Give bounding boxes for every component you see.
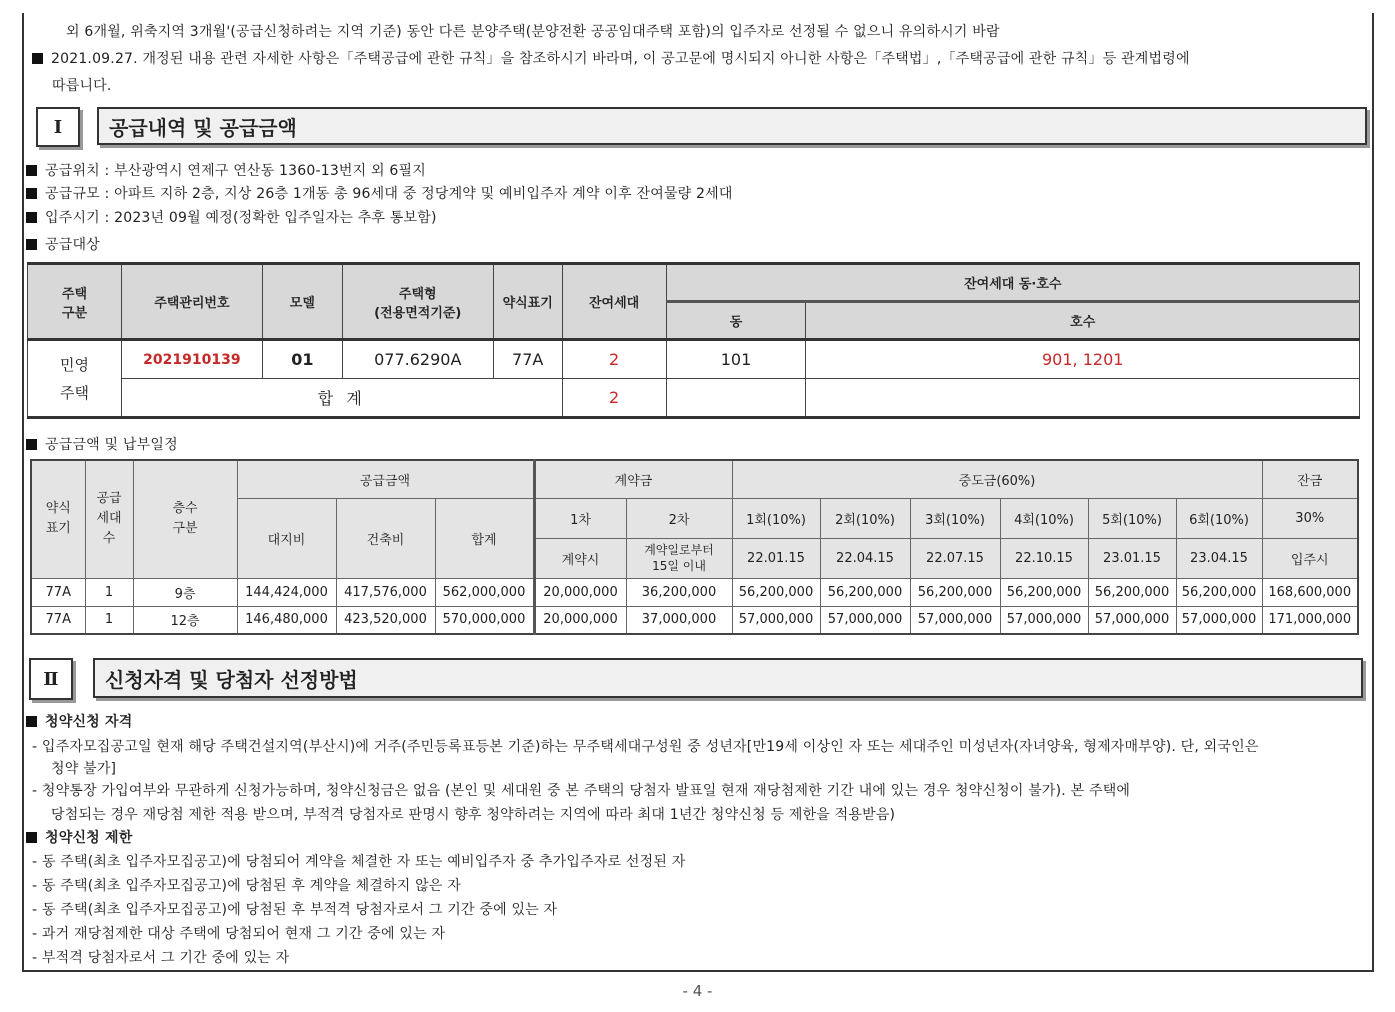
header-remaining: 잔여세대 <box>562 264 666 340</box>
cell: 570,000,000 <box>435 606 534 634</box>
cell: 77A <box>31 606 85 634</box>
remaining-units-table <box>27 262 1360 419</box>
cell: 9층 <box>133 578 237 606</box>
mid-date-6: 23.04.15 <box>1176 538 1262 578</box>
restriction-line-4: - 과거 재당첨제한 대상 주택에 당첨되어 현재 그 기간 중에 있는 자 <box>32 926 446 942</box>
restriction-title-text: 청약신청 제한 <box>45 830 133 846</box>
cell: 57,000,000 <box>732 606 820 634</box>
qualification-title <box>26 711 132 731</box>
header-deposit-2: 2차 <box>626 498 732 538</box>
header-model: 모델 <box>262 264 342 340</box>
header-building: 건축비 <box>336 498 435 578</box>
cell: 37,000,000 <box>626 606 732 634</box>
header-sum: 합계 <box>435 498 534 578</box>
header-mid-6: 6회(10%) <box>1176 498 1262 538</box>
cell: 36,200,000 <box>626 578 732 606</box>
cell: 1 <box>85 606 133 634</box>
mid-date-5: 23.01.15 <box>1088 538 1176 578</box>
header-abbreviation: 약식표기 <box>493 264 562 340</box>
mid-date-2: 22.04.15 <box>820 538 910 578</box>
header-deposit-1-when: 계약시 <box>534 538 626 578</box>
bullet-square-icon <box>26 239 37 250</box>
qualification-title-text: 청약신청 자격 <box>45 714 133 730</box>
management-number: 2021910139 <box>121 340 262 379</box>
header-mid-5: 5회(10%) <box>1088 498 1176 538</box>
cell: 77A <box>31 578 85 606</box>
move-in-period-text: 입주시기 : 2023년 09월 예정(정확한 입주일자는 추후 통보함) <box>45 210 437 226</box>
total-label: 합 계 <box>121 379 562 418</box>
header-mid-1: 1회(10%) <box>732 498 820 538</box>
bullet-square-icon <box>26 439 37 450</box>
move-in-period <box>26 207 437 227</box>
bullet-square-icon <box>26 832 37 843</box>
cell: 56,200,000 <box>1176 578 1262 606</box>
header-mid-4: 4회(10%) <box>1000 498 1088 538</box>
intro-line-3: 따릅니다. <box>52 78 112 94</box>
header-housing-type: 주택형 (전용면적기준) <box>342 264 493 340</box>
cell: 57,000,000 <box>1176 606 1262 634</box>
supply-location-text: 공급위치 : 부산광역시 연제구 연산동 1360-13번지 외 6필지 <box>45 163 426 179</box>
header-supply-price: 공급금액 <box>237 460 534 498</box>
header-balance: 잔금 <box>1262 460 1358 498</box>
cell: 56,200,000 <box>910 578 1000 606</box>
bullet-square-icon <box>26 212 37 223</box>
qualification-line-2: 청약 불가] <box>51 761 117 777</box>
supply-location <box>26 160 426 180</box>
cell: 562,000,000 <box>435 578 534 606</box>
cell: 423,520,000 <box>336 606 435 634</box>
qualification-line-4: 당첨되는 경우 재당첨 제한 적용 받으며, 부적격 당첨자로 판명시 향후 청약하려는 지역에 따라 최대 1년간 청약신청 등 제한을 적용받음) <box>51 807 896 823</box>
cell: 171,000,000 <box>1262 606 1358 634</box>
table-row <box>31 606 1358 634</box>
header-deposit-1: 1차 <box>534 498 626 538</box>
restriction-line-1: - 동 주택(최초 입주자모집공고)에 당첨되어 계약을 체결한 자 또는 예비입주자 중 추가입주자로 선정된 자 <box>32 854 686 870</box>
header-management-no: 주택관리번호 <box>121 264 262 340</box>
supply-target-text: 공급대상 <box>45 237 100 253</box>
header-mid-2: 2회(10%) <box>820 498 910 538</box>
remaining-value: 2 <box>562 340 666 379</box>
cell: 1 <box>85 578 133 606</box>
price-schedule-table <box>30 459 1359 635</box>
table-row <box>31 578 1358 606</box>
header-deposit: 계약금 <box>534 460 732 498</box>
section-2-title: 신청자격 및 당첨자 선정방법 <box>93 658 1363 698</box>
header-land: 대지비 <box>237 498 336 578</box>
header-middle-payment: 중도금(60%) <box>732 460 1262 498</box>
restriction-line-2: - 동 주택(최초 입주자모집공고)에 당첨된 후 계약을 체결하지 않은 자 <box>32 878 461 894</box>
bullet-square-icon <box>32 53 43 64</box>
cell: 20,000,000 <box>534 578 626 606</box>
restriction-title <box>26 827 132 847</box>
cell: 57,000,000 <box>1088 606 1176 634</box>
bullet-square-icon <box>26 165 37 176</box>
cell: 56,200,000 <box>1000 578 1088 606</box>
section-1-number: Ⅰ <box>36 107 80 147</box>
header-house-type: 주택 구분 <box>28 264 122 340</box>
header-remaining-units: 잔여세대 동·호수 <box>666 264 1359 302</box>
header-dong: 동 <box>666 302 806 340</box>
cell: 20,000,000 <box>534 606 626 634</box>
dong-value: 101 <box>666 340 806 379</box>
cell: 57,000,000 <box>1000 606 1088 634</box>
section-2-number: Ⅱ <box>29 658 73 700</box>
cell: 56,200,000 <box>732 578 820 606</box>
cell: 12층 <box>133 606 237 634</box>
total-remaining: 2 <box>562 379 666 418</box>
restriction-line-5: - 부적격 당첨자로서 그 기간 중에 있는 자 <box>32 950 290 966</box>
intro-line-2 <box>32 48 1190 68</box>
total-dong-empty <box>666 379 806 418</box>
price-schedule-title-text: 공급금액 및 납부일정 <box>45 437 178 453</box>
header-mid-3: 3회(10%) <box>910 498 1000 538</box>
intro-line-2-text: 2021.09.27. 개정된 내용 관련 자세한 사항은「주택공급에 관한 규칙」을 참조하시기 바라며, 이 공고문에 명시되지 아니한 사항은「주택법」,「주택공급에 관한 규칙」등 관계법령에 <box>51 51 1190 67</box>
supply-scale <box>26 183 733 203</box>
bullet-square-icon <box>26 716 37 727</box>
price-schedule-title <box>26 434 178 454</box>
cell: 168,600,000 <box>1262 578 1358 606</box>
supply-target <box>26 234 100 254</box>
section-1-title: 공급내역 및 공급금액 <box>97 107 1367 145</box>
housing-type-value: 077.6290A <box>342 340 493 379</box>
restriction-line-3: - 동 주택(최초 입주자모집공고)에 당첨된 후 부적격 당첨자로서 그 기간 중에 있는 자 <box>32 902 558 918</box>
qualification-line-1: - 입주자모집공고일 현재 해당 주택건설지역(부산시)에 거주(주민등록표등본 기준)하는 무주택세대구성원 중 성년자[만19세 이상인 자 또는 세대주인 미성년자(자녀양육, 형제자매부양). 단, 외국인은 <box>32 739 1259 755</box>
abbreviation-value: 77A <box>493 340 562 379</box>
header-deposit-2-when: 계약일로부터 15일 이내 <box>626 538 732 578</box>
cell: 56,200,000 <box>820 578 910 606</box>
ho-value: 901, 1201 <box>806 340 1360 379</box>
cell: 57,000,000 <box>820 606 910 634</box>
bullet-square-icon <box>26 188 37 199</box>
model-number: 01 <box>262 340 342 379</box>
header-balance-when: 입주시 <box>1262 538 1358 578</box>
row-house-type: 민영 주택 <box>28 340 122 418</box>
mid-date-4: 22.10.15 <box>1000 538 1088 578</box>
cell: 417,576,000 <box>336 578 435 606</box>
page-number: - 4 - <box>682 982 713 1000</box>
header-abbr: 약식 표기 <box>31 460 85 578</box>
header-floor: 층수 구분 <box>133 460 237 578</box>
cell: 146,480,000 <box>237 606 336 634</box>
total-ho-empty <box>806 379 1360 418</box>
header-ho: 호수 <box>806 302 1360 340</box>
qualification-line-3: - 청약통장 가입여부와 무관하게 신청가능하며, 청약신청금은 없음 (본인 및 세대원 중 본 주택의 당첨자 발표일 현재 재당첨제한 기간 내에 있는 경우 청약신청이 불가). 본 주택에 <box>32 783 1131 799</box>
header-balance-pct: 30% <box>1262 498 1358 538</box>
header-units: 공급 세대 수 <box>85 460 133 578</box>
cell: 57,000,000 <box>910 606 1000 634</box>
supply-scale-text: 공급규모 : 아파트 지하 2층, 지상 26층 1개동 총 96세대 중 정당계약 및 예비입주자 계약 이후 잔여물량 2세대 <box>45 186 733 202</box>
mid-date-1: 22.01.15 <box>732 538 820 578</box>
mid-date-3: 22.07.15 <box>910 538 1000 578</box>
cell: 144,424,000 <box>237 578 336 606</box>
intro-line-1: 외 6개월, 위축지역 3개월'(공급신청하려는 지역 기준) 동안 다른 분양주택(분양전환 공공임대주택 포함)의 입주자로 선정될 수 없으니 유의하시기 바람 <box>66 24 1000 40</box>
cell: 56,200,000 <box>1088 578 1176 606</box>
